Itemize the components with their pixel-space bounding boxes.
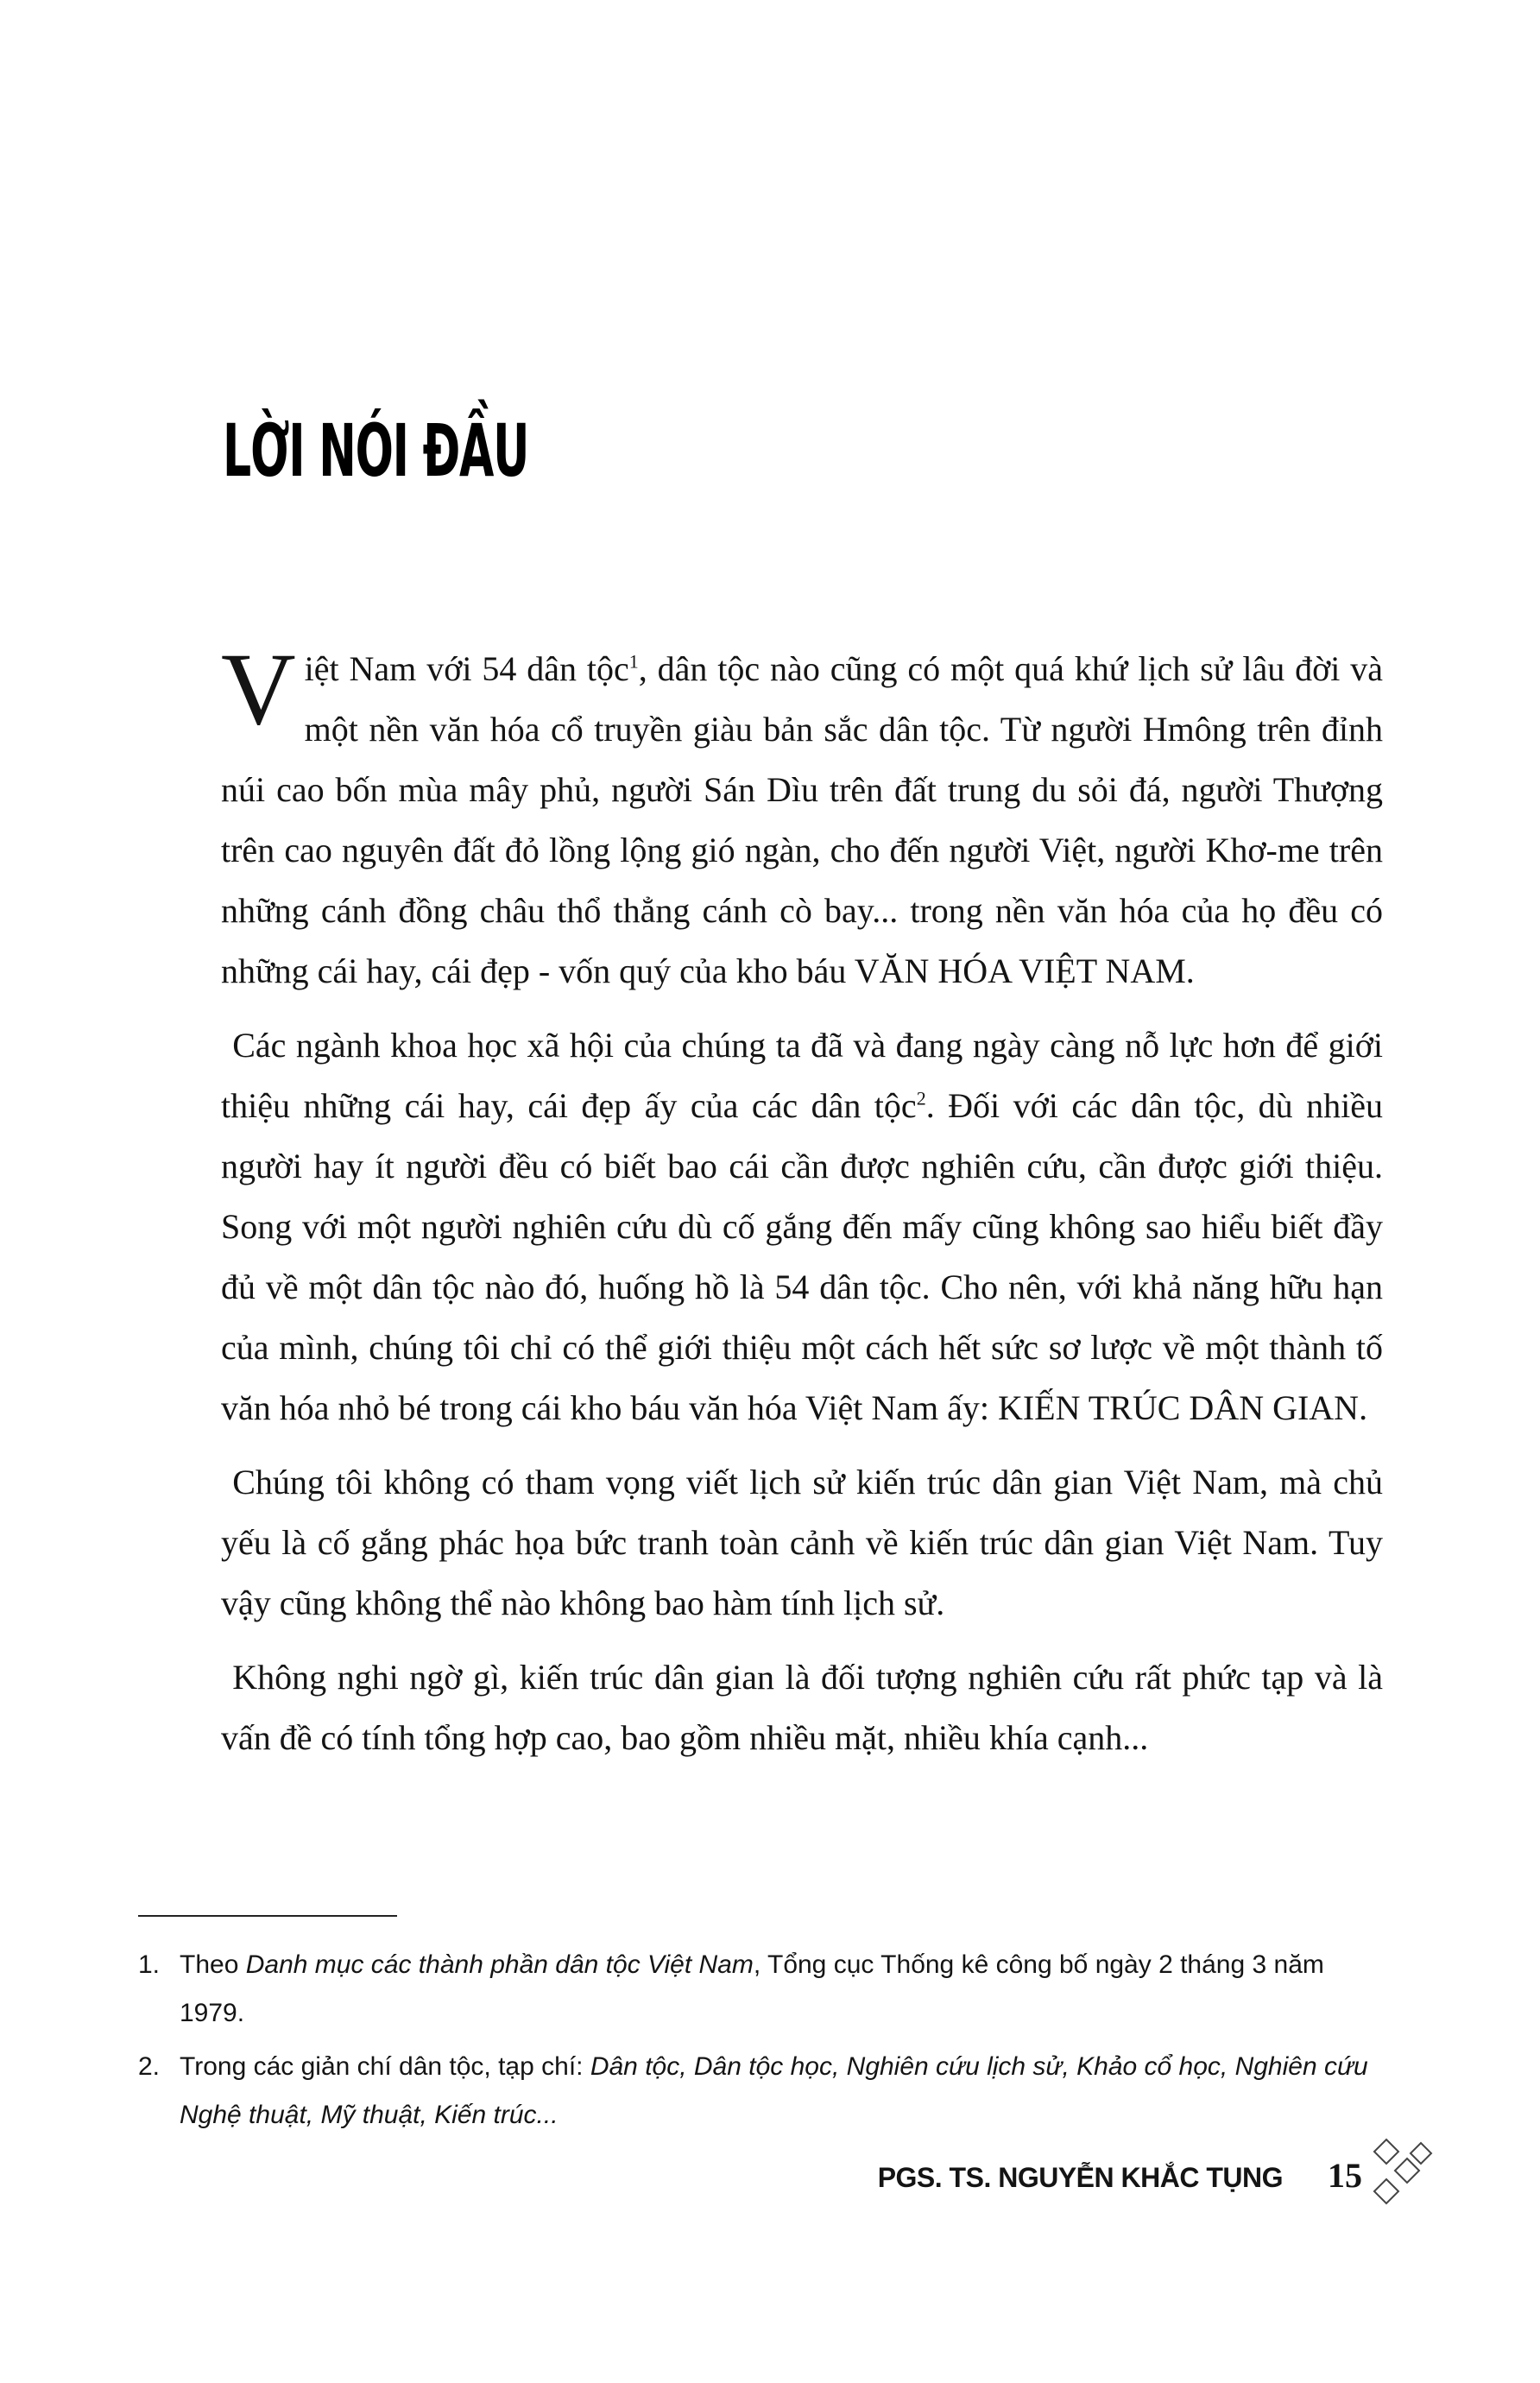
footer-author: PGS. TS. NGUYỄN KHẮC TỤNG <box>877 2162 1283 2193</box>
paragraph-3: Chúng tôi không có tham vọng viết lịch sử kiến trúc dân gian Việt Nam, mà chủ yếu là cố gắng phác họa bức tranh toàn cảnh về kiến trúc dân gian Việt Nam. Tuy vậy cũng không thể nào không bao hàm tính lịch sử. <box>221 1463 1383 1622</box>
footnote-divider <box>138 1915 397 1917</box>
drop-cap: V <box>221 631 296 746</box>
footnote-1 <box>138 1941 1381 2038</box>
diamond-ornament-icon <box>1373 2136 1433 2210</box>
footnote-italic: Danh mục các thành phần dân tộc Việt Nam <box>245 1950 754 1979</box>
footnote-italic: Dân tộc, Dân tộc học, Nghiên cứu lịch sử, Khảo cổ học, Nghiên cứu Nghệ thuật, Mỹ thuật, Kiến trúc... <box>180 2052 1368 2129</box>
footnotes <box>138 1941 1381 2145</box>
paragraph-4: Không nghi ngờ gì, kiến trúc dân gian là đối tượng nghiên cứu rất phức tạp và là vấn đề có tính tổng hợp cao, bao gồm nhiều mặt, nhiều khía cạnh... <box>221 1658 1383 1757</box>
footnote-post: , Tổng cục Thống kê công bố ngày 2 tháng 3 năm 1979. <box>180 1950 1324 2027</box>
paragraph-2-part-b: . Đối với các dân tộc, dù nhiều người hay ít người đều có biết bao cái cần được nghiên cứu, cần được giới thiệu. Song với một người nghiên cứu dù cố gắng đến mấy cũng không sao hiểu biết đầy đủ về một dân tộc nào đó, huống hồ là 54 dân tộc. Cho nên, với khả năng hữu hạn của mình, chúng tôi chỉ có thể giới thiệu một cách hết sức sơ lược về một thành tố văn hóa nhỏ bé trong cái kho báu văn hóa Việt Nam ấy: KIẾN TRÚC DÂN GIAN. <box>221 1086 1384 1427</box>
footnote-text <box>180 1941 1381 2038</box>
paragraph-2-part-a: Các ngành khoa học xã hội của chúng ta đã và đang ngày càng nỗ lực hơn để giới thiệu những cái hay, cái đẹp ấy của các dân tộc <box>221 1026 1383 1125</box>
page-number: 15 <box>1328 2156 1362 2195</box>
paragraph-2 <box>221 1015 1383 1438</box>
footnote-pre: Trong các giản chí dân tộc, tạp chí: <box>180 2052 590 2081</box>
footnote-pre: Theo <box>180 1950 246 1979</box>
paragraph-1 <box>221 631 1384 1002</box>
footnote-2 <box>138 2043 1381 2140</box>
footnote-ref-1: 1 <box>628 650 639 673</box>
footnote-number: 2. <box>138 2052 161 2081</box>
footnote-text <box>180 2043 1381 2140</box>
body-text <box>221 631 1384 1768</box>
footnote-number: 1. <box>138 1950 161 1979</box>
paragraph-1-lead: iệt Nam với 54 dân tộc <box>304 649 629 688</box>
paragraph-1-rest: , dân tộc nào cũng có một quá khứ lịch sử lâu đời và một nền văn hóa cổ truyền giàu bản sắc dân tộc. Từ người Hmông trên đỉnh núi cao bốn mùa mây phủ, người Sán Dìu trên đất trung du sỏi đá, người Thượng trên cao nguyên đất đỏ lồng lộng gió ngàn, cho đến người Việt, người Khơ-me trên những cánh đồng châu thổ thẳng cánh cò bay... trong nền văn hóa của họ đều có những cái hay, cái đẹp - vốn quý của kho báu VĂN HÓA VIỆT NAM. <box>221 649 1384 990</box>
footnote-ref-2: 2 <box>916 1087 926 1109</box>
page-title: LỜI NÓI ĐẦU <box>223 408 529 493</box>
